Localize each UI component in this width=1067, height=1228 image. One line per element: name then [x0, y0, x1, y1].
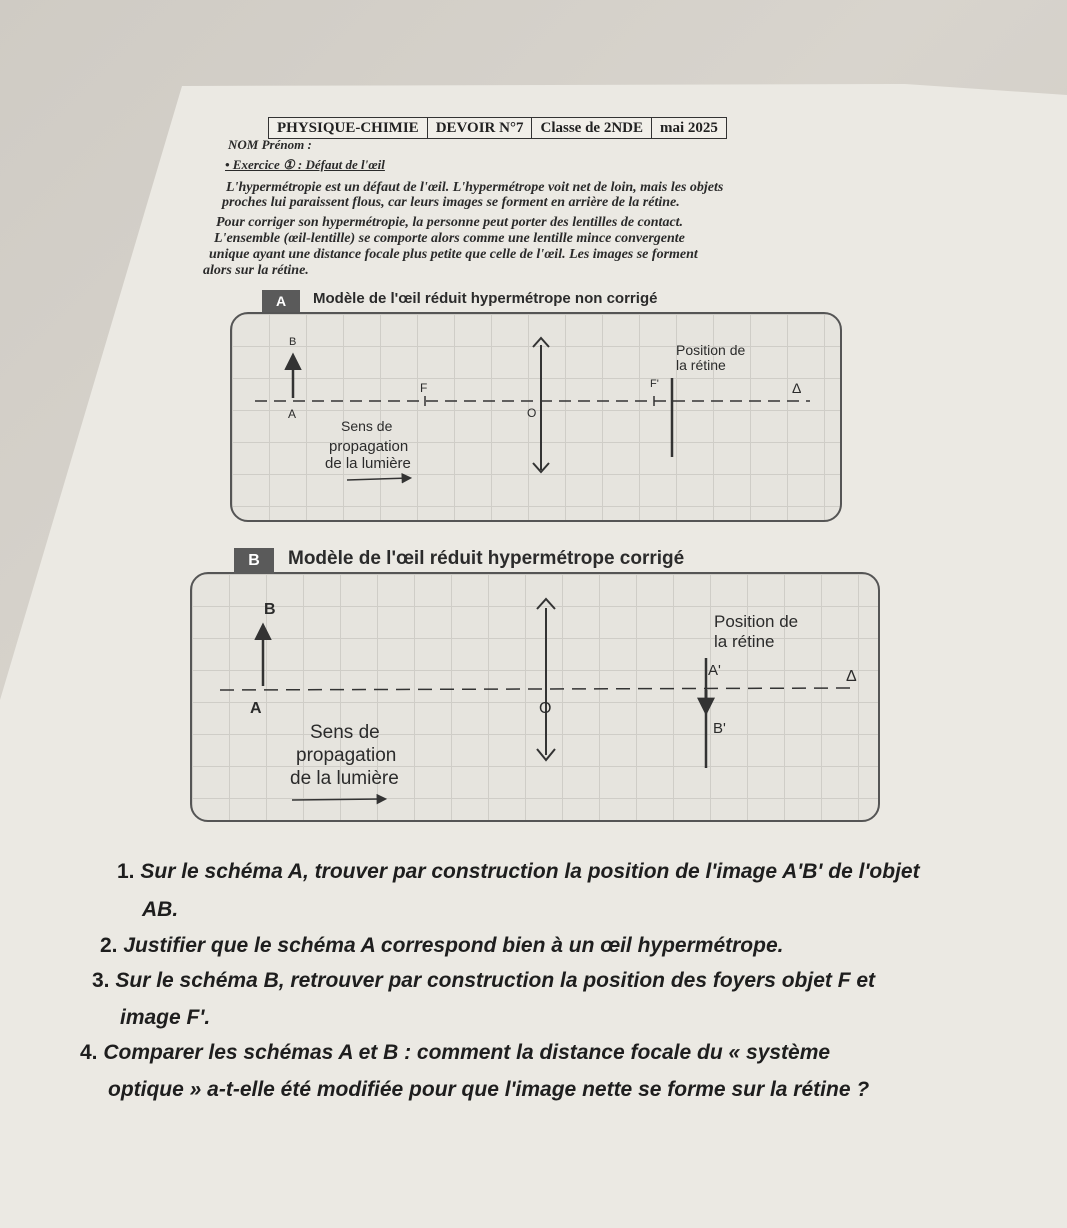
intro-line-4: L'ensemble (œil-lentille) se comporte alors comme une lentille mince convergente [214, 231, 685, 246]
exercise-title: • Exercice ① : Défaut de l'œil [225, 157, 385, 172]
label-b-a: B [289, 336, 297, 348]
label-sens-b-2: propagation [296, 745, 397, 766]
label-fp-a: F' [650, 378, 659, 390]
intro-line-5: unique ayant une distance focale plus petite que celle de l'œil. Les images se forment [209, 247, 698, 262]
question-1-line-1: 1. Sur le schéma A, trouver par construction la position de l'image A'B' de l'objet [117, 860, 920, 883]
label-o-a: O [527, 406, 537, 420]
label-b-b: B [264, 601, 276, 618]
schema-b-title: Modèle de l'œil réduit hypermétrope corrigé [288, 548, 685, 569]
label-sens-b-1: Sens de [310, 722, 380, 743]
question-4-line-2: optique » a-t-elle été modifiée pour que l'image nette se forme sur la rétine ? [108, 1078, 870, 1101]
label-o-b: O [539, 700, 552, 717]
label-retina-b-1: Position de [714, 612, 799, 631]
label-ap-b: A' [708, 662, 721, 679]
label-delta-a: Δ [792, 380, 802, 396]
nom-label: NOM Prénom : [228, 137, 312, 152]
schema-b-badge: B [234, 548, 274, 574]
optical-axis-b [220, 688, 855, 690]
intro-line-3: Pour corriger son hypermétropie, la personne peut porter des lentilles de contact. [216, 215, 684, 230]
question-4-line-1: 4. Comparer les schémas A et B : comment la distance focale du « système [80, 1041, 831, 1064]
label-sens-b-3: de la lumière [290, 768, 399, 789]
label-retina-a-1: Position de [676, 342, 746, 358]
question-3-line-2: image F'. [120, 1006, 211, 1029]
header-subject: PHYSIQUE-CHIMIE [269, 118, 428, 138]
question-3-line-1: 3. Sur le schéma B, retrouver par construction la position des foyers objet F et [92, 969, 876, 992]
intro-line-2: proches lui paraissent flous, car leurs images se forment en arrière de la rétine. [222, 195, 680, 210]
label-retina-a-2: la rétine [676, 357, 726, 373]
light-arrow-b [292, 799, 385, 800]
schema-a-badge: A [262, 290, 300, 312]
label-sens-a-1: Sens de [341, 418, 393, 434]
header-date: mai 2025 [660, 120, 718, 136]
label-delta-b: Δ [846, 668, 857, 685]
question-1-line-2: AB. [142, 898, 179, 921]
intro-line-6: alors sur la rétine. [203, 263, 309, 278]
intro-line-1: L'hypermétropie est un défaut de l'œil. L'hypermétrope voit net de loin, mais les objets [226, 180, 724, 195]
lens-b-top [537, 599, 555, 609]
label-a-b: A [250, 700, 262, 717]
question-2: 2. Justifier que le schéma A correspond bien à un œil hypermétrope. [100, 934, 784, 957]
header-classe: Classe de 2NDE [532, 118, 652, 138]
label-retina-b-2: la rétine [714, 632, 775, 651]
label-sens-a-2: propagation [329, 438, 409, 455]
label-sens-a-3: de la lumière [325, 455, 411, 472]
label-f-a: F [420, 381, 428, 395]
schema-a-title: Modèle de l'œil réduit hypermétrope non corrigé [313, 290, 658, 307]
label-a-a: A [288, 407, 297, 421]
header-devoir: DEVOIR N°7 [428, 118, 533, 138]
label-bp-b: B' [713, 720, 726, 737]
